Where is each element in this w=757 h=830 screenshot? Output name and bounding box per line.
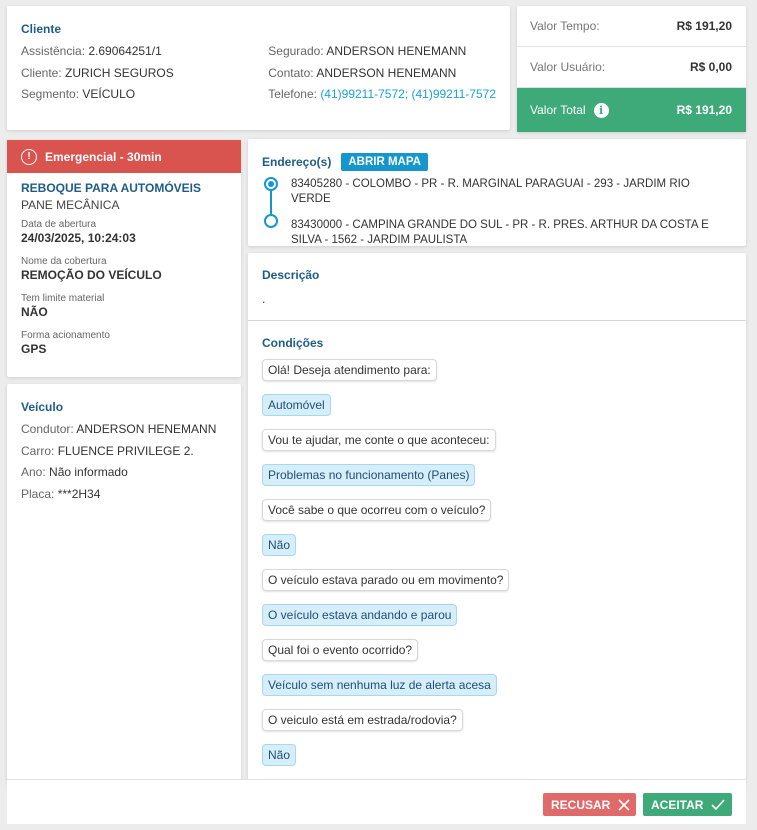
valor-usuario-row: Valor Usuário: R$ 0,00: [517, 47, 746, 88]
origin-marker-icon: [264, 177, 278, 191]
telefone-link[interactable]: (41)99211-7572; (41)99211-7572: [320, 87, 496, 101]
answer-bubble: Não: [262, 744, 296, 766]
valor-total-amount: R$ 191,20: [676, 103, 732, 117]
answer-bubble: O veículo estava andando e parou: [262, 604, 457, 626]
descricao-title: Descrição: [262, 268, 320, 282]
destination-marker-icon: [264, 214, 278, 228]
endereco-card: [248, 139, 746, 246]
answer-bubble: Problemas no funcionamento (Panes): [262, 464, 475, 486]
servico-card: [7, 140, 241, 377]
assistencia-row: Assistência: 2.69064251/1: [21, 44, 162, 58]
cliente-card: [7, 6, 510, 130]
aceitar-button[interactable]: [643, 793, 732, 816]
segmento-row: Segmento: VEÍCULO: [21, 87, 136, 101]
contato-row: Contato: ANDERSON HENEMANN: [268, 65, 457, 80]
carro-row: Carro: FLUENCE PRIVILEGE 2.: [21, 443, 194, 458]
recusar-button[interactable]: [543, 793, 636, 816]
emergencial-label: Emergencial - 30min: [45, 149, 162, 164]
cobertura-field: Nome da cobertura REMOÇÃO DO VEÍCULO: [21, 256, 162, 282]
ano-row: Ano: Não informado: [21, 465, 128, 479]
veiculo-card: [7, 384, 241, 784]
cliente-value: ZURICH SEGUROS: [65, 65, 174, 80]
valor-tempo-amount: R$ 191,20: [676, 19, 732, 33]
endereco-title: Endereço(s): [262, 155, 332, 169]
aceitar-label: ACEITAR: [651, 797, 704, 812]
destino-address: 83430000 - CAMPINA GRANDE DO SUL - PR - R. PRES. ARTHUR DA COSTA E SILVA - 1562 - JARDIM PAULISTA: [291, 219, 709, 246]
question-bubble: Você sabe o que ocorreu com o veículo?: [262, 499, 491, 521]
placa-row: Placa: ***2H34: [21, 486, 101, 501]
action-footer: [7, 779, 746, 824]
cliente-row: Cliente: ZURICH SEGUROS: [21, 65, 174, 80]
data-abertura-field: Data de abertura 24/03/2025, 10:24:03: [21, 219, 136, 245]
servico-title: REBOQUE PARA AUTOMÓVEIS: [21, 181, 202, 195]
question-bubble: O veículo estava parado ou em movimento?: [262, 569, 509, 591]
question-bubble: Olá! Deseja atendimento para:: [262, 359, 437, 381]
condicoes-chat: [262, 359, 732, 814]
cliente-title: Cliente: [21, 22, 62, 36]
veiculo-title: Veículo: [21, 400, 64, 414]
recusar-label: RECUSAR: [551, 797, 611, 812]
question-bubble: Qual foi o evento ocorrido?: [262, 639, 418, 661]
emergencial-badge: [7, 140, 241, 173]
check-icon: [711, 799, 725, 811]
valor-tempo-row: Valor Tempo: R$ 191,20: [517, 6, 746, 47]
abrir-mapa-button[interactable]: ABRIR MAPA: [341, 153, 428, 171]
condutor-row: Condutor: ANDERSON HENEMANN: [21, 422, 217, 436]
servico-subtitle: PANE MECÂNICA: [21, 198, 120, 212]
valores-card: [517, 6, 746, 132]
route: [262, 177, 732, 248]
question-bubble: Vou te ajudar, me conte o que aconteceu:: [262, 429, 496, 451]
answer-bubble: Não: [262, 534, 296, 556]
question-bubble: O veiculo está em estrada/rodovia?: [262, 709, 463, 731]
valor-usuario-amount: R$ 0,00: [689, 60, 732, 74]
answer-bubble: Automóvel: [262, 394, 331, 416]
limite-material-field: Tem limite material NÃO: [21, 293, 105, 319]
assistencia-value: 2.69064251/1: [88, 44, 162, 58]
contato-value: ANDERSON HENEMANN: [316, 65, 457, 80]
descricao-text: .: [262, 292, 266, 306]
info-icon[interactable]: i: [594, 103, 609, 118]
descricao-card[interactable]: [248, 253, 746, 783]
condicoes-title: Condições: [262, 336, 324, 350]
telefone-row: Telefone: (41)99211-7572; (41)99211-7572: [268, 87, 496, 101]
route-line: [270, 191, 272, 214]
alert-icon: !: [21, 149, 37, 165]
segurado-row: Segurado: ANDERSON HENEMANN: [268, 44, 467, 58]
origem-address: 83405280 - COLOMBO - PR - R. MARGINAL PARAGUAI - 293 - JARDIM RIO VERDE: [291, 178, 690, 205]
valor-total-label: Valor Total: [530, 103, 586, 117]
close-icon: [618, 799, 630, 811]
segurado-value: ANDERSON HENEMANN: [326, 44, 467, 58]
answer-bubble: Veículo sem nenhuma luz de alerta acesa: [262, 674, 497, 696]
forma-acionamento-field: Forma acionamento GPS: [21, 330, 110, 356]
valor-total-row: [517, 88, 746, 132]
segmento-value: VEÍCULO: [82, 87, 136, 101]
